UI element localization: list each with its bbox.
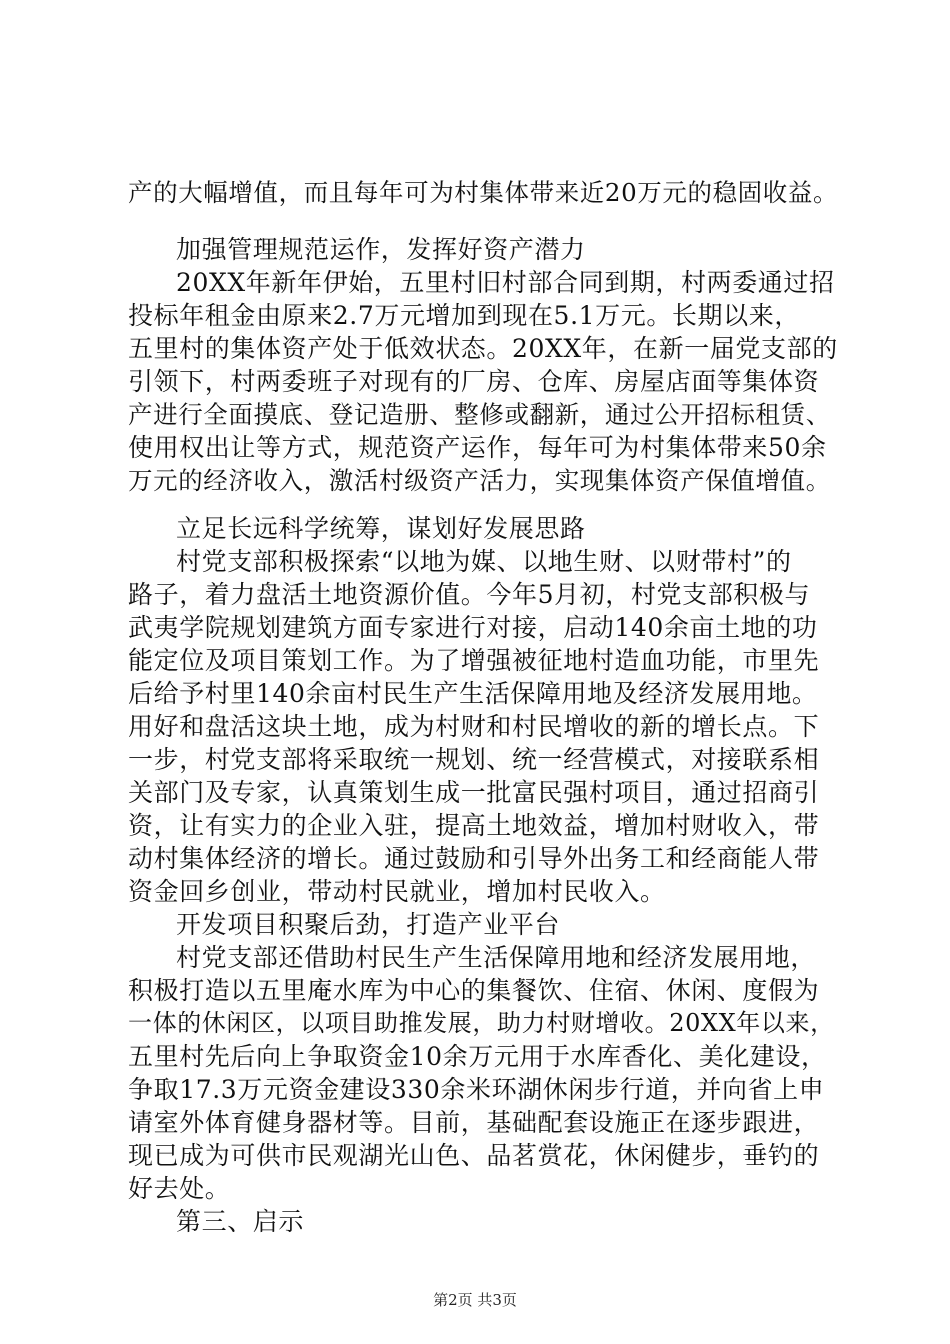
paragraph-line: 20XX年新年伊始，五里村旧村部合同到期，村两委通过招: [176, 268, 835, 297]
paragraph-line: 资金回乡创业，带动村民就业，增加村民收入。: [128, 877, 666, 906]
paragraph-line: 关部门及专家，认真策划生成一批富民强村项目，通过招商引: [128, 778, 820, 807]
paragraph-line: 用好和盘活这块土地，成为村财和村民增收的新的增长点。下: [128, 712, 820, 741]
paragraph-line: 现已成为可供市民观湖光山色、品茗赏花，休闲健步，垂钓的: [128, 1141, 820, 1170]
paragraph-line: 五里村的集体资产处于低效状态。20XX年，在新一届党支部的: [128, 334, 838, 363]
section-heading-lessons: 第三、启示: [176, 1207, 305, 1236]
paragraph-line: 好去处。: [128, 1174, 231, 1203]
paragraph-line: 路子，着力盘活土地资源价值。今年5月初，村党支部积极与: [128, 580, 811, 609]
paragraph-line: 使用权出让等方式，规范资产运作，每年可为村集体带来50余: [128, 433, 827, 462]
paragraph-line: 资，让有实力的企业入驻，提高土地效益，增加村财收入，带: [128, 811, 820, 840]
paragraph-line: 村党支部积极探索“以地为媒、以地生财、以财带村”的: [176, 547, 792, 576]
paragraph-line: 争取17.3万元资金建设330余米环湖休闲步行道，并向省上申: [128, 1075, 825, 1104]
paragraph-line: 投标年租金由原来2.7万元增加到现在5.1万元。长期以来，: [128, 301, 800, 330]
paragraph-line: 请室外体育健身器材等。目前，基础配套设施正在逐步跟进，: [128, 1108, 820, 1137]
paragraph-line: 一步，村党支部将采取统一规划、统一经营模式，对接联系相: [128, 745, 820, 774]
paragraph-line: 一体的休闲区，以项目助推发展，助力村财增收。20XX年以来，: [128, 1009, 835, 1037]
page-number-footer: 第2页 共3页: [433, 1291, 517, 1309]
paragraph-line: 五里村先后向上争取资金10余万元用于水库香化、美化建设，: [128, 1042, 827, 1071]
section-heading-assets: 加强管理规范运作，发挥好资产潜力: [176, 235, 586, 264]
section-heading-projects: 开发项目积聚后劲，打造产业平台: [176, 910, 561, 939]
paragraph-line: 动村集体经济的增长。通过鼓励和引导外出务工和经商能人带: [128, 844, 820, 873]
paragraph-line: 积极打造以五里庵水库为中心的集餐饮、住宿、休闲、度假为: [128, 976, 820, 1005]
paragraph-line: 万元的经济收入，激活村级资产活力，实现集体资产保值增值。: [128, 466, 831, 495]
paragraph-line: 能定位及项目策划工作。为了增强被征地村造血功能，市里先: [128, 646, 820, 675]
paragraph-line: 产进行全面摸底、登记造册、整修或翻新，通过公开招标租赁、: [128, 400, 831, 429]
section-heading-planning: 立足长远科学统筹，谋划好发展思路: [176, 514, 586, 543]
paragraph-line: 后给予村里140余亩村民生产生活保障用地及经济发展用地。: [128, 679, 818, 708]
paragraph-line: 产的大幅增值，而且每年可为村集体带来近20万元的稳固收益。: [128, 178, 839, 207]
paragraph-line: 引领下，村两委班子对现有的厂房、仓库、房屋店面等集体资: [128, 367, 820, 396]
paragraph-line: 武夷学院规划建筑方面专家进行对接，启动140余亩土地的功: [128, 613, 818, 642]
paragraph-line: 村党支部还借助村民生产生活保障用地和经济发展用地，: [176, 943, 817, 972]
